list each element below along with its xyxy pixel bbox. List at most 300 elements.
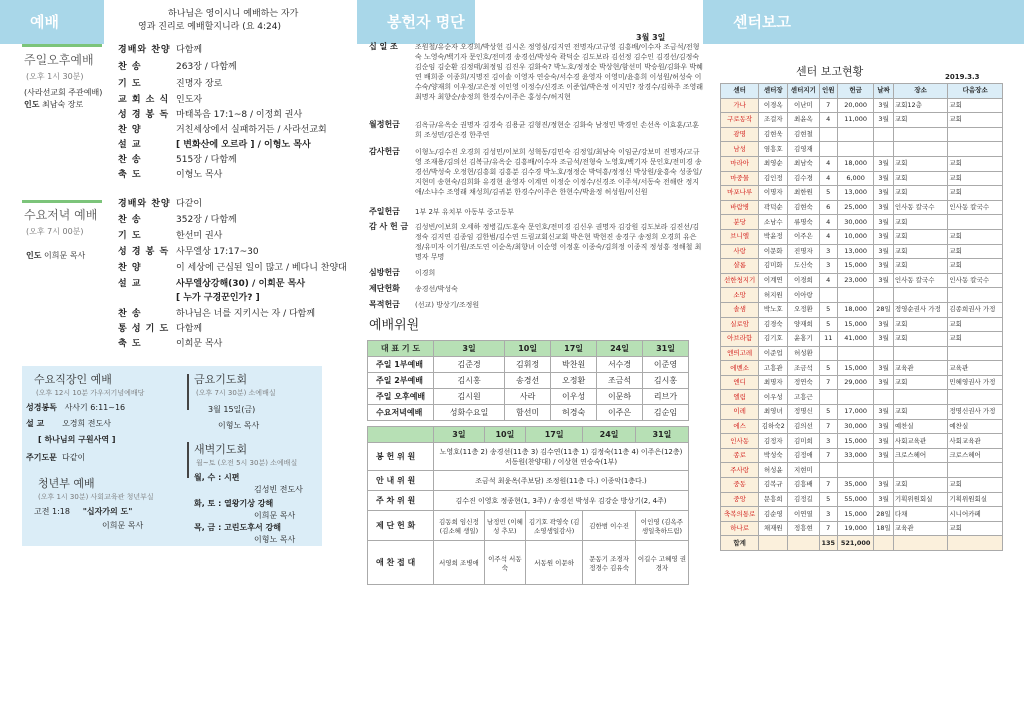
table-cell: 15,000 [837, 507, 873, 522]
table-cell: 교회 [948, 229, 1003, 244]
table-cell: 교회 [948, 244, 1003, 259]
table-cell: 5 [819, 186, 837, 201]
table-cell [837, 346, 873, 361]
table-cell: 염흥호 [759, 142, 788, 157]
divider [22, 44, 102, 47]
table-cell [788, 536, 819, 551]
table-cell: 이난미 [788, 98, 819, 113]
table-cell [874, 142, 894, 157]
table-cell: 합계 [721, 536, 759, 551]
table-row: 주일 2부예배 김시홍 송경선 오정환 조금석 김시홍 [368, 373, 689, 389]
order-row: 교 회 소 식 인도자 [118, 95, 203, 105]
friday-time: (오후 7시 30분) 소예배실 [196, 389, 276, 397]
table-cell: 3월 [874, 405, 894, 420]
workers-title: 수요직장인 예배 [34, 373, 112, 386]
table-cell: 엘림 [721, 390, 759, 405]
table-cell: 3월 [874, 434, 894, 449]
table-cell: 4 [819, 113, 837, 128]
table-row [721, 113, 1003, 128]
table-cell: 30,000 [837, 419, 873, 434]
table-cell: 5 [819, 405, 837, 420]
column-header: 다음장소 [948, 84, 1003, 99]
table-cell: 김미희 [788, 434, 819, 449]
table-cell: 교회12층 [893, 98, 948, 113]
order-row: 찬 송 하나님은 너를 지키시는 자 / 다함께 [118, 309, 316, 319]
table-cell: 고흥관 [759, 361, 788, 376]
table-cell [874, 346, 894, 361]
table-cell: 교회 [893, 156, 948, 171]
table-cell: 교회 [893, 229, 948, 244]
table-cell: 3월 [874, 229, 894, 244]
order-row: 경배와 찬양 다같이 [118, 199, 203, 209]
table-cell [819, 346, 837, 361]
table-cell: 교회 [948, 317, 1003, 332]
table-cell: 실로암 [721, 317, 759, 332]
offerers-date: 3월 3일 [636, 33, 666, 42]
table-row [721, 98, 1003, 113]
table-cell: 교회 [948, 186, 1003, 201]
wednesday-leader: 인도 이희문 목사 [26, 251, 86, 260]
table-cell: 3월 [874, 448, 894, 463]
table-cell [837, 288, 873, 303]
table-cell: 정영순권사 가정 [893, 302, 948, 317]
table-cell: 허지원 [759, 288, 788, 303]
verse-line-1: 하나님은 영이시니 예배하는 자가 [168, 9, 299, 19]
table-cell [837, 390, 873, 405]
table-cell: 교회 [893, 259, 948, 274]
table-cell: 김경숙 [759, 317, 788, 332]
table-cell: 이우성 [759, 390, 788, 405]
table-cell [874, 390, 894, 405]
table-cell [948, 346, 1003, 361]
divider [187, 374, 189, 410]
table-cell [819, 288, 837, 303]
table-cell: 3 [819, 507, 837, 522]
table-cell: 18,000 [837, 156, 873, 171]
table-cell: 55,000 [837, 492, 873, 507]
table-cell [893, 536, 948, 551]
order-row: 기 도 진명자 장로 [118, 79, 223, 89]
table-row [721, 361, 1003, 376]
order-row: [ 누가 구경꾼인가? ] [176, 293, 260, 303]
wednesday-title: 수요저녁 예배 [24, 208, 98, 222]
table-cell: 7 [819, 98, 837, 113]
table-row [721, 375, 1003, 390]
table-cell: 5 [819, 361, 837, 376]
table-cell: 교육관 [893, 521, 948, 536]
divider [22, 200, 102, 203]
table-cell: 이레 [721, 405, 759, 420]
table-cell: 4 [819, 171, 837, 186]
table-cell: 사랑 [721, 244, 759, 259]
table-cell: 에스 [721, 419, 759, 434]
column-header: 장소 [893, 84, 948, 99]
sunday-pm-time: (오후 1시 30분) [26, 72, 84, 81]
table-cell: 하나로 [721, 521, 759, 536]
table-row [721, 434, 1003, 449]
extra-services-box [22, 366, 322, 546]
table-cell: 28일 [874, 302, 894, 317]
duty-table-2: 3일 10일 17일 24일 31일 봉 헌 위 원 노영호(11층 2) 송경선(11층 3) 김수연(11층 1) 김정숙(11층 4) 이주은(12층) 서동원(찬양대) / 이상현 연승숙(1부) 안 내 위 원 조금석 최윤옥(주보담) 조정원(11층 다.) 이종악(1층다.) 주 차 위 원 김수진 이영호 정종현(1, 3주) / 송경선 박성우 김강순 방상기(2, 4주) 제 단 헌 화 김동희 임신정 (김소혜 생일) 남정민 (이혜성 추모) 김기호 곽영숙 (김소영생일감사) 김한범 이수진 이인영 (김옥주생일축하드림) 애 찬 접 대 서영희 조병애 이주석 서동숙 서동원 이문하 문동기 조경자 정경수 김유숙 이길수 고혜영 권경자 [367, 426, 689, 585]
order-row: 찬 송 352장 / 다함께 [118, 215, 237, 225]
order-row: 성 경 봉 독 사무엘상 17:17~30 [118, 247, 259, 257]
table-cell: 15,000 [837, 259, 873, 274]
offerers-column: 봉헌자 명단 3월 3일 십 일 조 조원철/유순자 오경희/박상헌 김시온 정영심/김지연 전명자/고규영 김흥배/이수자 조금석/전형숙 노영숙/백기자 문인호/전미경 송경선/박성숙 곽덕순 김도보라 김선정 김수인 김경선/김정숙 김순임 김순환 김정태/최정임 김진우 김화숙? 박노호/정정순 박상현/함선미 박승원/김화우 박혜연 배희종 이종희/지명진 김이솔 이영자 연승숙/서수경 윤영자 이영미/윤흥희 이성원/허성숙 이수숙/양재희 이우정/고은정 이인영 이정수/신경조 이준업/박은정 이지민? 장경수/김하주 조영래 최명자 최향순/송정희 한경수/이주은 홍성수/허지현 월정헌금 김옥규/유옥순 권명자 김경숙 김용균 김형진/정현순 김화숙 남정민 박경인 손선옥 이효훈/고훈희 조성민/김은경 한주연 감사헌금 이형노/김수진 오경희 김성민/이보희 성혁동/김민숙 김정일/최남숙 이임군/강보미 진명자/고규영 조재용/김의선 김복규/유옥순 김흥배/이수자 조금석/전형숙 노영호/백기자 문인호/전미경 송경선/박성숙 오정현/김흥회 김흥분 김수경 박노호/정정순 박덕흥/정정신 박상원/윤흥숙 성종일/지현미 송현숙/김희화 유경현 윤영자 이계연 이정순 이정수/신경조 이주석/서동숙 전해란 정지애/소냐수 조영래 채성희/김귀분 한경수/이주은 한현수/박윤정 허성원/이신원 주일헌금 1부 2부 유치부 아동부 중고등부 감 사 헌 금 김성빈/이보희 오세하 정병길/도훈숙 문인호/전미경 김신우 권명자 김강원 김도보라 김진선/김정숙 김지연 김종임 김한범/김수연 드림교회신교회 박은현 박현진 송경구 송정희 오경희 유은정/유미자 이기원/조도연 이순옥/최향녀 이순영 이정훈 이종숙/김희정 이종직 정성흥 정해철 최명자 무명 심방헌금 이경희 제단헌화 송경선/박성숙 목적헌금 (선교) 방상기/조정원 예배위원 대 표 기 도 3일 10일 17일 24일 31일 주일 1부예배 김준경 김휘정 박찬원 서수경 이준영 주일 2부예배 김시홍 송경선 오정환 조금석 김시홍 주일 오후예배 김시원 사라 이우성 이문하 리브가 수요저녁예배 성화수요일 함선미 허경숙 이주은 김순임 3일 10일 17일 24일 31일 봉 헌 위 원 노영호(11층 2) 송경선(11층 3) 김수연(11층 1) 김정숙(11층 4) 이주은(12층) 서동원(찬양대) / 이상현 연승숙(1부) 안 내 위 원 조금석 최윤옥(주보담) 조정원(11층 다.) 이종악(1층다.) 주 차 위 원 김수진 이영호 정종현(1, 3주) / 송경선 박성우 김강순 방상기(2, 4주) 제 단 헌 화 김동희 임신정 (김소혜 생일) 남정민 (이혜성 추모) 김기호 곽영숙 (김소영생일감사) 김한범 이수진 이인영 (김옥주생일축하드림) 애 찬 접 대 서영희 조병애 이주석 서동숙 서동원 이문하 문동기 조경자 정경수 김유숙 이길수 고혜영 권경자 [357, 0, 694, 722]
youth-title: 청년부 예배 [38, 477, 95, 490]
table-cell: 이주은 [788, 229, 819, 244]
dawn-row: 이형노 목사 [254, 535, 296, 544]
column-header: 센터장 [759, 84, 788, 99]
table-cell: 최명자 [759, 375, 788, 390]
table-cell [819, 127, 837, 142]
table-row [721, 200, 1003, 215]
table-cell: 이연열 [788, 507, 819, 522]
order-row: 성 경 봉 독 마태복음 17:1~8 / 이정희 권사 [118, 110, 303, 120]
table-cell: 주사랑 [721, 463, 759, 478]
sunday-pm-title: 주일오후예배 [24, 53, 94, 67]
table-cell: 교회 [893, 332, 948, 347]
workers-theme: [ 하나님의 구원사역 ] [38, 435, 116, 444]
table-cell: 오정환 [788, 302, 819, 317]
table-cell: 교회 [893, 171, 948, 186]
table-cell: 3 [819, 434, 837, 449]
table-cell: 15,000 [837, 317, 873, 332]
wednesday-time: (오후 7시 00분) [26, 227, 84, 236]
friday-title: 금요기도회 [194, 373, 248, 386]
table-cell: 교회 [893, 317, 948, 332]
table-cell: 시니어카페 [948, 507, 1003, 522]
offerers-header: 봉헌자 명단 [357, 0, 475, 44]
order-row: 경배와 찬양 다함께 [118, 45, 203, 55]
dawn-row: 화, 토 : 열왕기상 강해 [194, 499, 274, 508]
table-row [721, 492, 1003, 507]
table-cell: 마라아 [721, 156, 759, 171]
table-cell: 교회 [893, 375, 948, 390]
table-row [721, 259, 1003, 274]
worship-column [0, 0, 347, 722]
table-cell: 교회 [893, 113, 948, 128]
table-cell: 엔디 [721, 375, 759, 390]
table-cell: 교회 [893, 215, 948, 230]
table-cell: 김영재 [788, 142, 819, 157]
table-cell: 중앙 [721, 492, 759, 507]
table-cell: 김정자 [759, 434, 788, 449]
table-cell [948, 390, 1003, 405]
table-cell: 3월 [874, 375, 894, 390]
table-cell: 허성윤 [759, 463, 788, 478]
table-cell: 교회 [948, 156, 1003, 171]
table-cell: 인사동 칼국수 [948, 273, 1003, 288]
table-cell: 김정애 [788, 448, 819, 463]
table-cell: 인사동 [721, 434, 759, 449]
table-cell [893, 142, 948, 157]
table-cell: 선한청지기 [721, 273, 759, 288]
table-cell: 최남숙 [788, 156, 819, 171]
center-report-header: 센터보고 [703, 0, 1024, 44]
table-cell: 교회 [893, 186, 948, 201]
table-cell [874, 127, 894, 142]
table-cell: 솔샘 [721, 302, 759, 317]
table-cell: 135 [819, 536, 837, 551]
center-report-date: 2019.3.3 [945, 73, 980, 81]
table-cell: 3월 [874, 156, 894, 171]
table-cell: 광명 [721, 127, 759, 142]
table-cell [893, 288, 948, 303]
table-row [721, 229, 1003, 244]
table-cell: 교회 [948, 259, 1003, 274]
table-cell: 민혜영권사 가정 [948, 375, 1003, 390]
column-header: 헌금 [837, 84, 873, 99]
table-cell: 최윤옥 [788, 113, 819, 128]
table-row [721, 463, 1003, 478]
youth-speaker: 이희문 목사 [102, 521, 144, 530]
table-cell: 문흥희 [759, 492, 788, 507]
table-cell: 7 [819, 478, 837, 493]
table-cell: 25,000 [837, 200, 873, 215]
dawn-time: 월~토 (오전 5시 30분) 소예배실 [196, 459, 298, 467]
table-cell: 교회 [948, 478, 1003, 493]
table-cell: 6 [819, 200, 837, 215]
table-cell: 진명자 [788, 244, 819, 259]
table-cell: 30,000 [837, 215, 873, 230]
table-cell: 김정길 [788, 492, 819, 507]
youth-message: 고전 1:18 "십자가의 도" [34, 507, 133, 516]
table-cell: 브니엘 [721, 229, 759, 244]
table-row [721, 302, 1003, 317]
table-cell: 김기호 [759, 332, 788, 347]
table-row: 주일 1부예배 김준경 김휘정 박찬원 서수경 이준영 [368, 357, 689, 373]
table-cell: 521,000 [837, 536, 873, 551]
table-cell: 인사동 칼국수 [948, 200, 1003, 215]
table-cell: 교육관 [893, 361, 948, 376]
friday-date: 3월 15일(금) [208, 405, 256, 414]
table-row [721, 507, 1003, 522]
table-cell: 19,000 [837, 521, 873, 536]
table-cell: 소망 [721, 288, 759, 303]
table-cell: 남성 [721, 142, 759, 157]
table-cell [759, 536, 788, 551]
table-cell: 소남수 [759, 215, 788, 230]
table-cell: 채재원 [759, 521, 788, 536]
order-row: 찬 송 515장 / 다함께 [118, 155, 237, 165]
table-cell: 3월 [874, 215, 894, 230]
table-row [721, 244, 1003, 259]
table-cell [948, 142, 1003, 157]
table-cell [837, 142, 873, 157]
table-cell: 3월 [874, 332, 894, 347]
table-cell: 축복의통로 [721, 507, 759, 522]
table-cell: 정흥현 [788, 521, 819, 536]
table-cell: 4 [819, 229, 837, 244]
table-cell: 20,000 [837, 98, 873, 113]
table-cell: 13,000 [837, 186, 873, 201]
table-cell: 23,000 [837, 273, 873, 288]
table-cell [819, 390, 837, 405]
table-cell: 중동 [721, 478, 759, 493]
order-row: 축 도 이희문 목사 [118, 339, 223, 349]
column-header: 날짜 [874, 84, 894, 99]
table-cell: 교회 [893, 405, 948, 420]
table-cell: 박노호 [759, 302, 788, 317]
table-cell: 이계연 [759, 273, 788, 288]
table-row: 제 단 헌 화 김동희 임신정 (김소혜 생일) 남정민 (이혜성 추모) 김기호 곽영숙 (김소영생일감사) 김한범 이수진 이인영 (김옥주생일축하드림) [368, 511, 689, 541]
table-cell: 3 [819, 244, 837, 259]
order-row: 찬 송 263장 / 다함께 [118, 62, 237, 72]
order-row: 찬 양 이 세상에 근심된 일이 많고 / 베다니 찬양대 [118, 263, 347, 273]
table-row: 안 내 위 원 조금석 최윤옥(주보담) 조정원(11층 다.) 이종악(1층다.) [368, 471, 689, 491]
table-cell: 바람병 [721, 200, 759, 215]
column-header: 센터 [721, 84, 759, 99]
table-cell [874, 536, 894, 551]
table-row: 수요저녁예배 성화수요일 함선미 허경숙 이주은 김순임 [368, 405, 689, 421]
table-cell: 3월 [874, 317, 894, 332]
table-cell: 가나 [721, 98, 759, 113]
table-cell [837, 463, 873, 478]
table-cell: 김현숙 [788, 200, 819, 215]
table-row [721, 346, 1003, 361]
table-row [721, 390, 1003, 405]
table-cell [948, 463, 1003, 478]
table-cell [893, 346, 948, 361]
table-cell: 4 [819, 156, 837, 171]
table-cell: 15,000 [837, 434, 873, 449]
table-row: 주 차 위 원 김수진 이영호 정종현(1, 3주) / 송경선 박성우 김강순 방상기(2, 4주) [368, 491, 689, 511]
table-cell [948, 215, 1003, 230]
youth-time: (오후 1시 30분) 사회교육관 청년부실 [38, 493, 154, 501]
table-cell: 7 [819, 521, 837, 536]
workers-row: 성경봉독 사사기 6:11~16 [26, 403, 126, 412]
table-cell: 이경옥 [759, 98, 788, 113]
table-cell: 곽덕순 [759, 200, 788, 215]
table-cell: 구로동작 [721, 113, 759, 128]
column-header: 인원 [819, 84, 837, 99]
table-cell: 박윤정 [759, 229, 788, 244]
table-cell: 3월 [874, 98, 894, 113]
table-cell: 교육관 [948, 361, 1003, 376]
table-cell: 3 [819, 259, 837, 274]
table-cell: 3월 [874, 419, 894, 434]
table-row: 애 찬 접 대 서영희 조병애 이주석 서동숙 서동원 이문하 문동기 조경자 정경수 김유숙 이길수 고혜영 권경자 [368, 541, 689, 585]
table-row: 봉 헌 위 원 노영호(11층 2) 송경선(11층 3) 김수연(11층 1) 김정숙(11층 4) 이주은(12층) 서동원(찬양대) / 이상현 연승숙(1부) [368, 443, 689, 471]
table-cell: 고흥근 [788, 390, 819, 405]
table-cell: 기획위원회실 [948, 492, 1003, 507]
table-cell: 6,000 [837, 171, 873, 186]
table-cell [874, 288, 894, 303]
table-cell: 3월 [874, 273, 894, 288]
verse-line-2: 영과 진리로 예배할지니라 (요 4:24) [138, 22, 282, 32]
order-row: 찬 양 거친세상에서 실패하거든 / 사라선교회 [118, 125, 327, 135]
workers-time: (오후 12시 10분 가우저기념예배당 [36, 389, 145, 397]
table-cell: 3월 [874, 200, 894, 215]
table-cell: 교회 [948, 171, 1003, 186]
table-cell: 최영순 [759, 156, 788, 171]
table-cell: 교회 [948, 98, 1003, 113]
table-cell: 이준업 [759, 346, 788, 361]
table-cell: 18,000 [837, 302, 873, 317]
table-cell: 엔띄고레 [721, 346, 759, 361]
table-cell: 김의선 [788, 419, 819, 434]
table-cell [837, 127, 873, 142]
table-cell [874, 463, 894, 478]
table-cell: 사회교육관 [893, 434, 948, 449]
table-cell: 11,000 [837, 113, 873, 128]
order-row: 설 교 사무엘상강해(30) / 이희문 목사 [118, 279, 306, 289]
table-cell: 3월 [874, 171, 894, 186]
table-cell: 5 [819, 317, 837, 332]
dawn-title: 새벽기도회 [194, 443, 248, 456]
table-cell: 3월 [874, 259, 894, 274]
duty-title: 예배위원 [369, 318, 420, 333]
table-cell: 3월 [874, 186, 894, 201]
table-cell: 윤홍기 [788, 332, 819, 347]
table-row: 주일 오후예배 김시원 사라 이우성 이문하 리브가 [368, 389, 689, 405]
table-row [721, 156, 1003, 171]
worship-header: 예배 [0, 0, 104, 44]
total-row [721, 536, 1003, 551]
table-row [721, 419, 1003, 434]
table-cell: 분당 [721, 215, 759, 230]
table-cell: 샬롬 [721, 259, 759, 274]
table-cell: 김순영 [759, 507, 788, 522]
table-cell: 5 [819, 492, 837, 507]
table-row [721, 448, 1003, 463]
table-cell [893, 463, 948, 478]
table-cell: 박성숙 [759, 448, 788, 463]
dawn-row: 월, 수 : 시편 [194, 473, 240, 482]
table-cell: 크로스헤어 [893, 448, 948, 463]
table-cell: 양재희 [788, 317, 819, 332]
table-cell: 교회 [948, 332, 1003, 347]
table-row [721, 186, 1003, 201]
table-cell: 이아랑 [788, 288, 819, 303]
table-cell: 이명자 [759, 186, 788, 201]
table-cell: 3월 [874, 244, 894, 259]
table-cell: 이경희 [788, 273, 819, 288]
table-cell: 3월 [874, 361, 894, 376]
table-cell: 에벤소 [721, 361, 759, 376]
workers-row: 설 교 오경희 전도사 [26, 419, 111, 428]
table-row [721, 142, 1003, 157]
table-cell: 예찬실 [948, 419, 1003, 434]
sunday-pm-note: (사라선교회 주관예배) [24, 88, 103, 97]
workers-prayer: 주기도문 다같이 [26, 453, 86, 462]
table-cell: 김미화 [759, 259, 788, 274]
table-cell: 김복규 [759, 478, 788, 493]
table-cell: 마포나루 [721, 186, 759, 201]
dawn-row: 목, 금 : 고린도후서 강해 [194, 523, 281, 532]
table-cell: 김현욱 [759, 127, 788, 142]
center-report-column [703, 0, 1024, 722]
table-cell: 4 [819, 273, 837, 288]
column-header: 센터지기 [788, 84, 819, 99]
table-cell: 김하숙2 [759, 419, 788, 434]
table-cell [893, 127, 948, 142]
table-cell: 3월 [874, 113, 894, 128]
table-row [721, 127, 1003, 142]
friday-speaker: 이형노 목사 [218, 421, 260, 430]
table-cell: 18일 [874, 521, 894, 536]
order-row: 기 도 한선미 권사 [118, 231, 223, 241]
table-cell: 교회 [948, 521, 1003, 536]
table-cell: 정명신권사 가정 [948, 405, 1003, 420]
table-cell: 33,000 [837, 448, 873, 463]
table-cell: 7 [819, 419, 837, 434]
table-cell: 도신숙 [788, 259, 819, 274]
table-row [721, 478, 1003, 493]
table-cell: 10,000 [837, 229, 873, 244]
table-cell: 정연숙 [788, 375, 819, 390]
table-cell: 마중물 [721, 171, 759, 186]
